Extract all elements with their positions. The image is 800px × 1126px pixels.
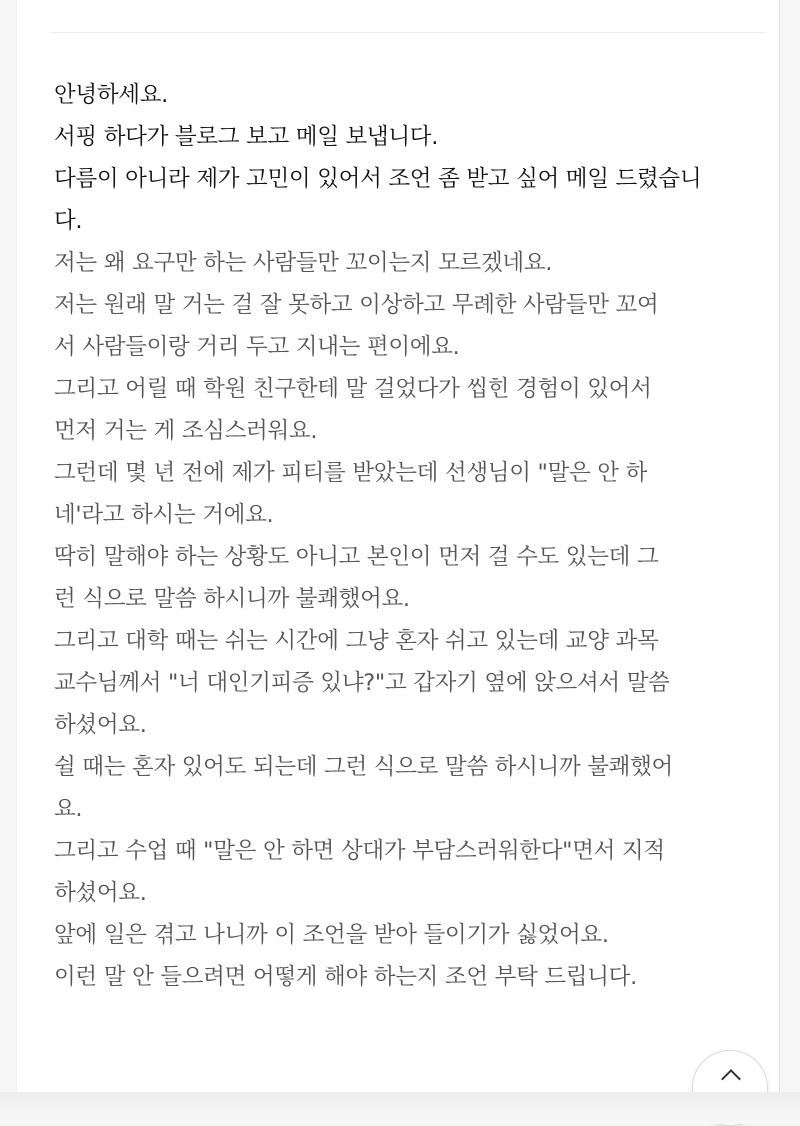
letter-line: 먼저 거는 게 조심스러워요.	[54, 418, 318, 444]
letter-line: 하셨어요.	[54, 880, 147, 906]
email-view	[16, 0, 780, 1092]
letter-line: 안녕하세요.	[54, 82, 169, 108]
letter-line: 런 식으로 말씀 하시니까 불쾌했어요.	[54, 586, 410, 612]
letter-line: 저는 왜 요구만 하는 사람들만 꼬이는지 모르겠네요.	[54, 250, 553, 276]
letter-line: 서핑 하다가 블로그 보고 메일 보냅니다.	[54, 124, 439, 150]
letter-line: 쉴 때는 혼자 있어도 되는데 그런 식으로 말씀 하시니까 불쾌했어	[54, 754, 673, 780]
letter-line: 그리고 수업 때 "말은 안 하면 상대가 부담스러워한다"면서 지적	[54, 838, 665, 864]
letter-line: 서 사람들이랑 거리 두고 지내는 편이에요.	[54, 334, 460, 360]
letter-line: 요.	[54, 796, 83, 822]
divider	[51, 32, 765, 33]
letter-line: 하셨어요.	[54, 712, 147, 738]
letter-line: 다름이 아니라 제가 고민이 있어서 조언 좀 받고 싶어 메일 드렸습니	[54, 166, 702, 192]
letter-line: 딱히 말해야 하는 상황도 아니고 본인이 먼저 걸 수도 있는데 그	[54, 544, 659, 570]
bottom-bar	[0, 1092, 800, 1124]
letter-line: 그런데 몇 년 전에 제가 피티를 받았는데 선생님이 "말은 안 하	[54, 460, 648, 486]
letter-line: 교수님께서 "너 대인기피증 있냐?"고 갑자기 옆에 앉으셔서 말씀	[54, 670, 670, 696]
letter-line: 앞에 일은 겪고 나니까 이 조언을 받아 들이기가 싫었어요.	[54, 922, 609, 948]
letter-line: 그리고 대학 때는 쉬는 시간에 그냥 혼자 쉬고 있는데 교양 과목	[54, 628, 659, 654]
letter-body	[54, 74, 754, 998]
chevron-up-icon	[721, 1069, 741, 1089]
letter-line: 이런 말 안 들으려면 어떻게 해야 하는지 조언 부탁 드립니다.	[54, 964, 637, 990]
letter-line: 다.	[54, 208, 83, 234]
letter-line: 저는 원래 말 거는 걸 잘 못하고 이상하고 무례한 사람들만 꼬여	[54, 292, 659, 318]
letter-line: 네'라고 하시는 거에요.	[54, 502, 274, 528]
letter-line: 그리고 어릴 때 학원 친구한테 말 걸었다가 씹힌 경험이 있어서	[54, 376, 652, 402]
